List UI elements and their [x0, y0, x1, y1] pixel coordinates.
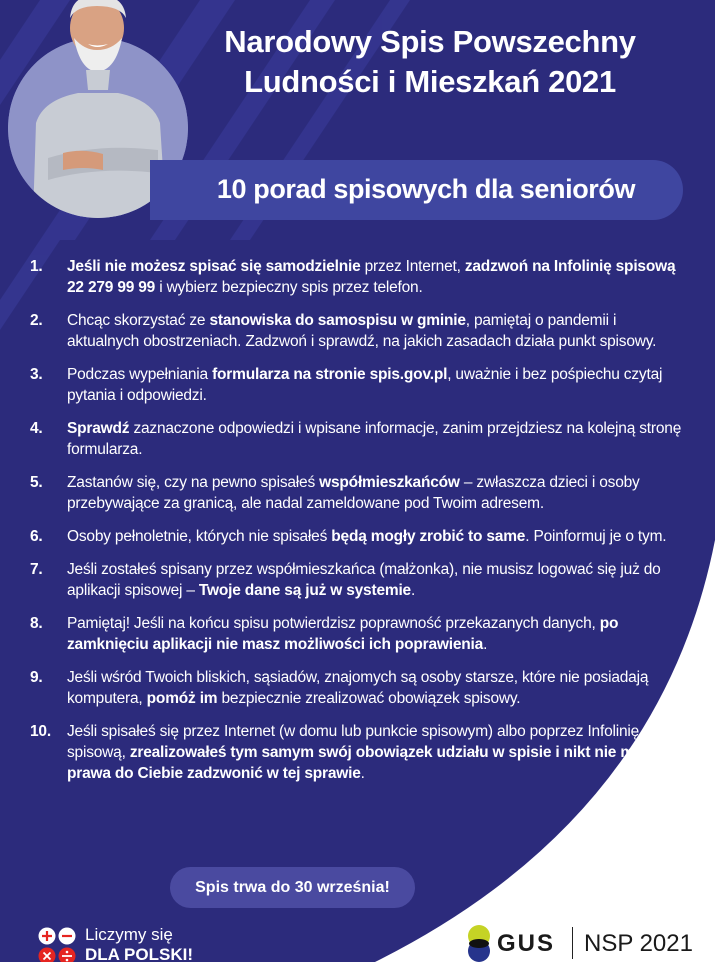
tip-number: 6.: [30, 528, 43, 545]
tip-text: Sprawdź zaznaczone odpowiedzi i wpisane informacje, zanim przejdziesz na kolejną stronę formularza.: [67, 420, 682, 458]
tip-text: Zastanów się, czy na pewno spisałeś współmieszkańców – zwłaszcza dzieci i osoby przebywające za granicą, ale nadal zameldowane pod Twoim adresem.: [67, 474, 640, 512]
tip-number: 5.: [30, 474, 43, 491]
tip-number: 2.: [30, 312, 43, 329]
tip-item: [30, 310, 690, 352]
tip-number: 9.: [30, 669, 43, 686]
tip-number: 4.: [30, 420, 43, 437]
gus-label: GUS: [497, 930, 556, 957]
campaign-line-2: DLA POLSKI!: [85, 945, 193, 962]
tip-item: [30, 364, 690, 406]
subtitle: 10 porad spisowych dla seniorów: [216, 174, 636, 204]
nsp-label: NSP 2021: [584, 930, 693, 957]
gus-circles-icon: [465, 925, 495, 962]
tip-text: Chcąc skorzystać ze stanowiska do samospisu w gminie, pamiętaj o pandemii i aktualnych obostrzeniach. Zadzwoń i sprawdź, na jakich zasadach działa punkt spisowy.: [67, 312, 657, 350]
tip-item: [30, 472, 690, 514]
title-line-2: Ludności i Mieszkań 2021: [244, 64, 616, 99]
tip-text: Jeśli zostałeś spisany przez współmieszkańca (małżonka), nie musisz logować się już do aplikacji spisowej – Twoje dane są już w systemie.: [67, 561, 661, 599]
tip-number: 7.: [30, 561, 43, 578]
tips-list: [30, 256, 690, 796]
tip-item: [30, 613, 690, 655]
deadline-badge: Spis trwa do 30 września!: [170, 867, 415, 908]
tip-text: Jeśli nie możesz spisać się samodzielnie przez Internet, zadzwoń na Infolinię spisową 22 279 99 99 i wybierz bezpieczny spis przez telefon.: [67, 258, 676, 296]
page-title: [185, 22, 675, 102]
tip-number: 1.: [30, 258, 43, 275]
tip-item: [30, 256, 690, 298]
tip-number: 8.: [30, 615, 43, 632]
tip-text: Pamiętaj! Jeśli na końcu spisu potwierdzisz poprawność przekazanych danych, po zamknięciu aplikacji nie masz możliwości ich poprawienia.: [67, 615, 619, 653]
tip-text: Podczas wypełniania formularza na stronie spis.gov.pl, uważnie i bez pośpiechu czytaj pytania i odpowiedzi.: [67, 366, 663, 404]
logo-divider: [572, 927, 573, 959]
title-line-1: Narodowy Spis Powszechny: [224, 24, 636, 59]
tip-item: [30, 418, 690, 460]
tip-text: Jeśli spisałeś się przez Internet (w domu lub punkcie spisowym) albo poprzez Infolinię spisową, zrealizowałeś tym samym swój obowiązek udziału w spisie i nikt nie ma prawa do Ciebie zadzwonić w tej sprawie.: [67, 723, 643, 782]
tip-item: [30, 526, 690, 547]
tip-item: [30, 721, 690, 784]
tip-number: 10.: [30, 723, 51, 740]
tip-text: Jeśli wśród Twoich bliskich, sąsiadów, znajomych są osoby starsze, które nie posiadają komputera, pomóż im bezpiecznie zrealizować obowiązek spisowy.: [67, 669, 649, 707]
math-operators-icon: [38, 927, 80, 962]
tip-item: [30, 667, 690, 709]
campaign-line-1: Liczymy się: [85, 925, 173, 944]
tip-text: Osoby pełnoletnie, których nie spisałeś będą mogły zrobić to same. Poinformuj je o tym.: [67, 528, 667, 545]
tip-number: 3.: [30, 366, 43, 383]
tip-item: [30, 559, 690, 601]
